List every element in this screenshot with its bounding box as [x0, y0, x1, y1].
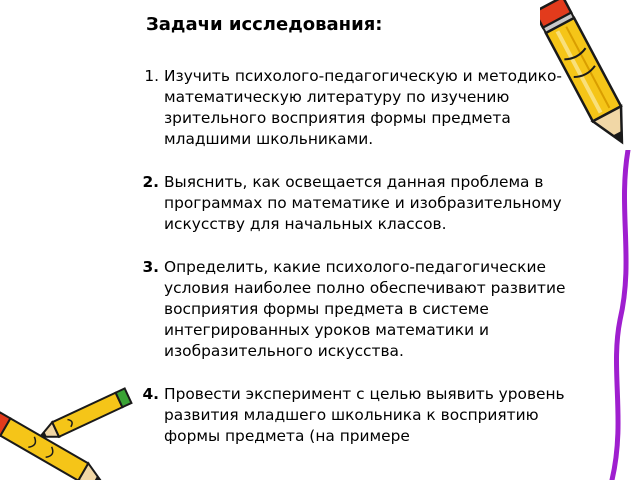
purple-marker-stroke-icon	[598, 150, 640, 480]
task-number: 2.	[142, 173, 159, 191]
task-text: Выяснить, как освещается данная проблема в программах по математике и изобразительному искусству для начальных классов.	[164, 173, 562, 233]
crossed-pencils-icon	[0, 385, 135, 480]
task-text: Определить, какие психолого-педагогические условия наиболее полно обеспечивают развитие восприятия формы предмета в системе интегрированных уроков математики и изобразительного искусства.	[164, 258, 566, 360]
list-item	[112, 172, 602, 235]
task-number: 3.	[142, 258, 159, 276]
task-number: 4.	[142, 385, 159, 403]
slide-title: Задачи исследования:	[146, 14, 383, 35]
list-item	[112, 384, 602, 447]
large-pencil-icon	[540, 0, 640, 165]
task-text: Провести эксперимент с целью выявить уровень развития младшего школьника к восприятию формы предмета (на примере	[164, 385, 565, 445]
task-number: 1.	[144, 67, 159, 85]
list-item	[112, 66, 602, 150]
list-item	[112, 257, 602, 362]
task-list	[112, 66, 602, 469]
task-text: Изучить психолого-педагогическую и методико-математическую литературу по изучению зрительного восприятия формы предмета младшими школьниками.	[164, 67, 562, 148]
